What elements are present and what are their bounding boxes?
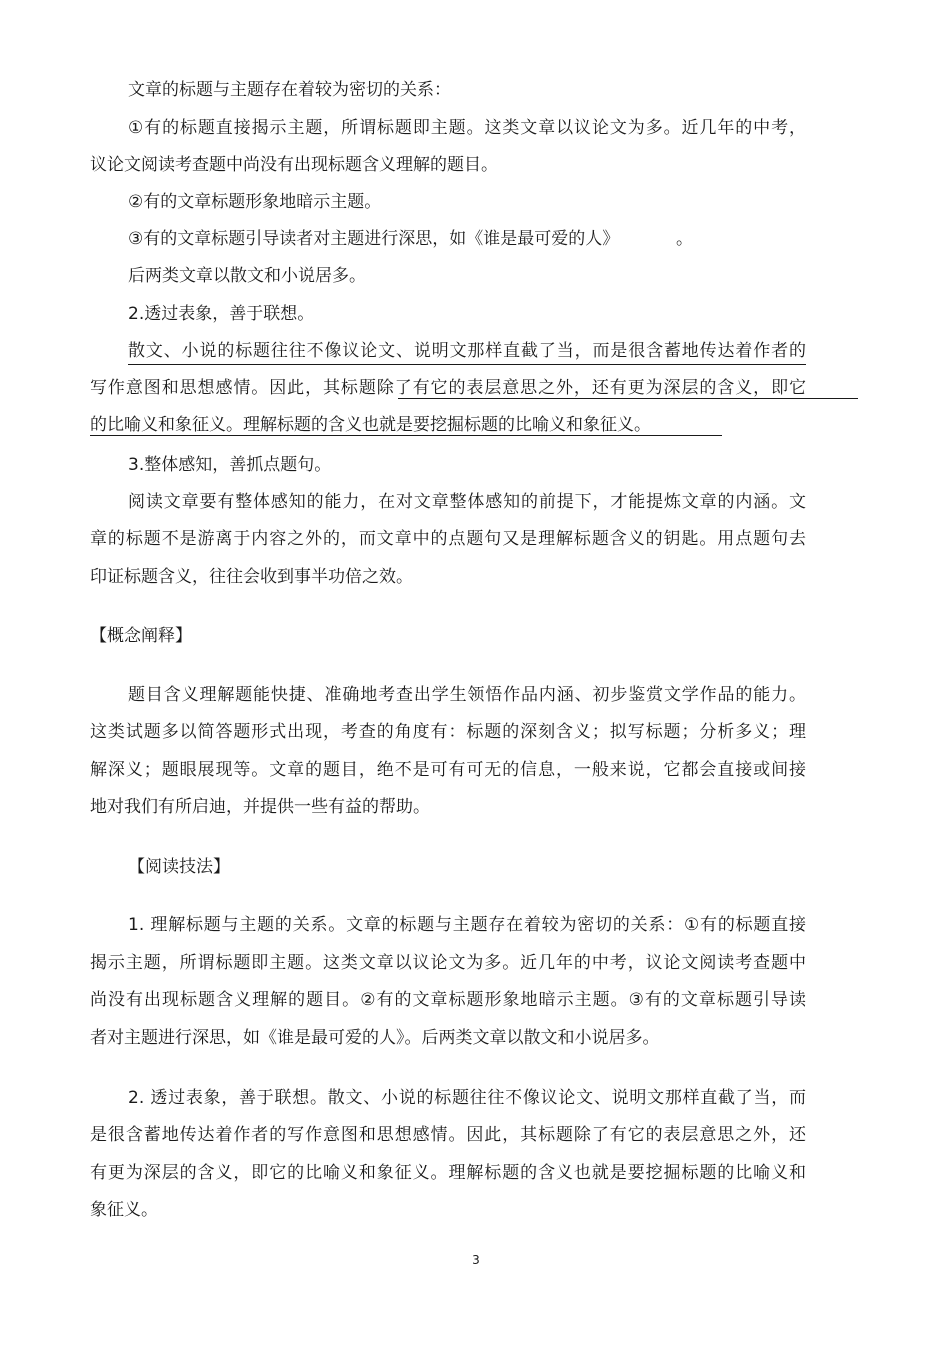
technique-item1-line3: 尚没有出现标题含义理解的题目。②有的文章标题形象地暗示主题。③有的文章标题引导读 [90, 990, 806, 1010]
underline-rule [398, 398, 858, 399]
technique-item2-line4: 象征义。 [90, 1200, 158, 1220]
underline-rule [90, 435, 722, 436]
sec3-para-line1: 阅读文章要有整体感知的能力，在对文章整体感知的前提下，才能提炼文章的内涵。文 [128, 492, 806, 512]
technique-item1-line4: 者对主题进行深思，如《谁是最可爱的人》。后两类文章以散文和小说居多。 [90, 1028, 660, 1048]
sec3-heading: 3.整体感知，善抓点题句。 [128, 455, 332, 475]
concept-heading: 【概念阐释】 [90, 626, 192, 646]
concept-line4: 地对我们有所启迪，并提供一些有益的帮助。 [90, 797, 430, 817]
page-number: 3 [472, 1253, 480, 1267]
sec1-item3-end: 。 [676, 229, 693, 249]
sec2-para-line1: 散文、小说的标题往往不像议论文、说明文那样直截了当，而是很含蓄地传达着作者的 [128, 340, 806, 365]
sec2-heading: 2.透过表象，善于联想。 [128, 304, 315, 324]
sec3-para-line3: 印证标题含义，往往会收到事半功倍之效。 [90, 567, 413, 587]
sec3-para-line2: 章的标题不是游离于内容之外的，而文章中的点题句又是理解标题含义的钥匙。用点题句去 [90, 529, 806, 549]
technique-item2-line2: 是很含蓄地传达着作者的写作意图和思想感情。因此，其标题除了有它的表层意思之外，还 [90, 1125, 806, 1145]
technique-item1-line2: 揭示主题，所谓标题即主题。这类文章以议论文为多。近几年的中考，议论文阅读考查题中 [90, 953, 806, 973]
concept-line2: 这类试题多以简答题形式出现，考查的角度有：标题的深刻含义；拟写标题；分析多义；理 [90, 722, 806, 742]
sec1-item1-line2: 议论文阅读考查题中尚没有出现标题含义理解的题目。 [90, 155, 498, 175]
technique-item2-line3: 有更为深层的含义，即它的比喻义和象征义。理解标题的含义也就是要挖掘标题的比喻义和 [90, 1163, 806, 1183]
sec1-summary: 后两类文章以散文和小说居多。 [128, 266, 366, 286]
concept-line3: 解深义；题眼展现等。文章的题目，绝不是可有可无的信息，一般来说，它都会直接或间接 [90, 760, 806, 780]
sec1-item2: ②有的文章标题形象地暗示主题。 [128, 192, 382, 212]
sec2-para-line3: 的比喻义和象征义。理解标题的含义也就是要挖掘标题的比喻义和象征义。 [90, 415, 651, 435]
sec2-para-line2: 写作意图和思想感情。因此，其标题除了有它的表层意思之外，还有更为深层的含义，即它 [90, 378, 806, 398]
sec1-item1-line1: ①有的标题直接揭示主题，所谓标题即主题。这类文章以议论文为多。近几年的中考， [128, 118, 806, 138]
technique-item2-line1: 2. 透过表象，善于联想。散文、小说的标题往往不像议论文、说明文那样直截了当，而 [128, 1088, 806, 1108]
sec1-item3: ③有的文章标题引导读者对主题进行深思，如《谁是最可爱的人》 [128, 229, 620, 249]
technique-heading: 【阅读技法】 [128, 857, 230, 877]
sec1-intro: 文章的标题与主题存在着较为密切的关系： [128, 80, 451, 100]
technique-item1-line1: 1. 理解标题与主题的关系。文章的标题与主题存在着较为密切的关系：①有的标题直接 [128, 915, 806, 935]
concept-line1: 题目含义理解题能快捷、准确地考查出学生领悟作品内涵、初步鉴赏文学作品的能力。 [128, 685, 806, 705]
